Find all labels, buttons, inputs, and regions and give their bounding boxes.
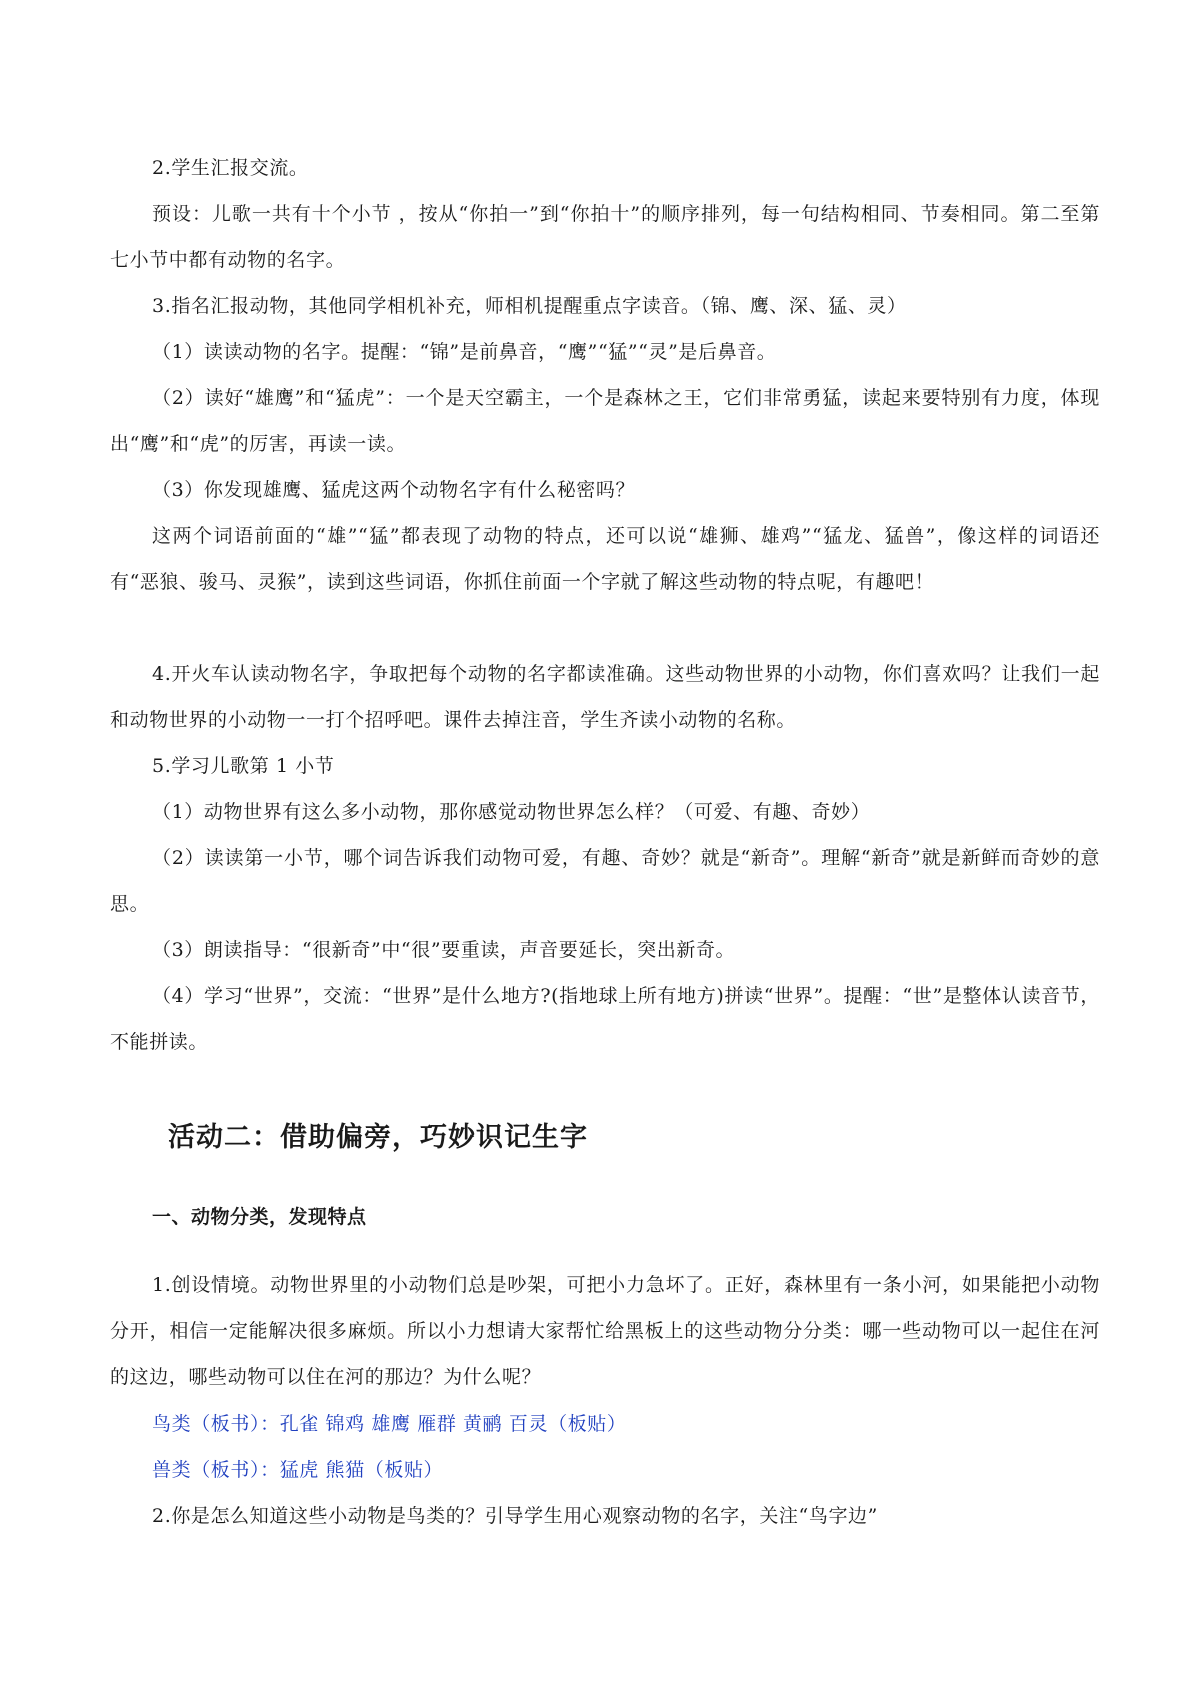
paragraph-name-animals: 3.指名汇报动物，其他同学相机补充，师相机提醒重点字读音。（锦、鹰、深、猛、灵） [152, 295, 907, 317]
paragraph-animal-world: （1）动物世界有这么多小动物，那你感觉动物世界怎么样？（可爱、有趣、奇妙） [152, 801, 871, 823]
paragraph-secret-question: （3）你发现雄鹰、猛虎这两个动物名字有什么秘密吗？ [152, 479, 636, 501]
paragraph-novelty: （2）读读第一小节，哪个词告诉我们动物可爱，有趣、奇妙？就是“新奇”。理解“新奇”就是新鲜而奇妙的意思。 [110, 847, 1100, 915]
section-heading: 一、动物分类，发现特点 [152, 1206, 367, 1228]
paragraph-read-eagle-tiger: （2）读好“雄鹰”和“猛虎”：一个是天空霸主，一个是森林之王，它们非常勇猛，读起来要特别有力度，体现出“鹰”和“虎”的厉害，再读一读。 [110, 387, 1100, 455]
paragraph-world: （4）学习“世界”，交流：“世界”是什么地方?(指地球上所有地方)拼读“世界”。提醒：“世”是整体认读音节，不能拼读。 [110, 985, 1100, 1053]
paragraph-bird-radical: 2.你是怎么知道这些小动物是鸟类的？引导学生用心观察动物的名字，关注“鸟字边” [152, 1505, 878, 1527]
paragraph-report: 2.学生汇报交流。 [152, 157, 309, 179]
paragraph-read-names: （1）读读动物的名字。提醒：“锦”是前鼻音，“鹰”“猛”“灵”是后鼻音。 [152, 341, 777, 363]
paragraph-scenario: 1.创设情境。动物世界里的小动物们总是吵架，可把小力急坏了。正好，森林里有一条小河，如果能把小动物分开，相信一定能解决很多麻烦。所以小力想请大家帮忙给黑板上的这些动物分分类：哪一些动物可以一起住在河的这边，哪些动物可以住在河的那边？为什么呢？ [110, 1274, 1100, 1388]
paragraph-reading-guidance: （3）朗读指导：“很新奇”中“很”要重读，声音要延长，突出新奇。 [152, 939, 736, 961]
board-beasts: 兽类（板书）：猛虎 熊猫（板贴） [152, 1459, 444, 1481]
activity-heading: 活动二：借助偏旁，巧妙识记生字 [168, 1122, 588, 1153]
board-birds: 鸟类（板书）：孔雀 锦鸡 雄鹰 雁群 黄鹂 百灵（板贴） [152, 1413, 627, 1435]
paragraph-train-reading: 4.开火车认读动物名字，争取把每个动物的名字都读准确。这些动物世界的小动物，你们喜欢吗？让我们一起和动物世界的小动物一一打个招呼吧。课件去掉注音，学生齐读小动物的名称。 [110, 663, 1100, 731]
paragraph-word-features: 这两个词语前面的“雄”“猛”都表现了动物的特点，还可以说“雄狮、雄鸡”“猛龙、猛兽”，像这样的词语还有“恶狼、骏马、灵猴”，读到这些词语，你抓住前面一个字就了解这些动物的特点呢，有趣吧！ [110, 525, 1100, 593]
paragraph-preset: 预设：儿歌一共有十个小节 ，按从“你拍一”到“你拍十”的顺序排列，每一句结构相同、节奏相同。第二至第七小节中都有动物的名字。 [110, 203, 1100, 271]
paragraph-section-1: 5.学习儿歌第 1 小节 [152, 755, 335, 777]
